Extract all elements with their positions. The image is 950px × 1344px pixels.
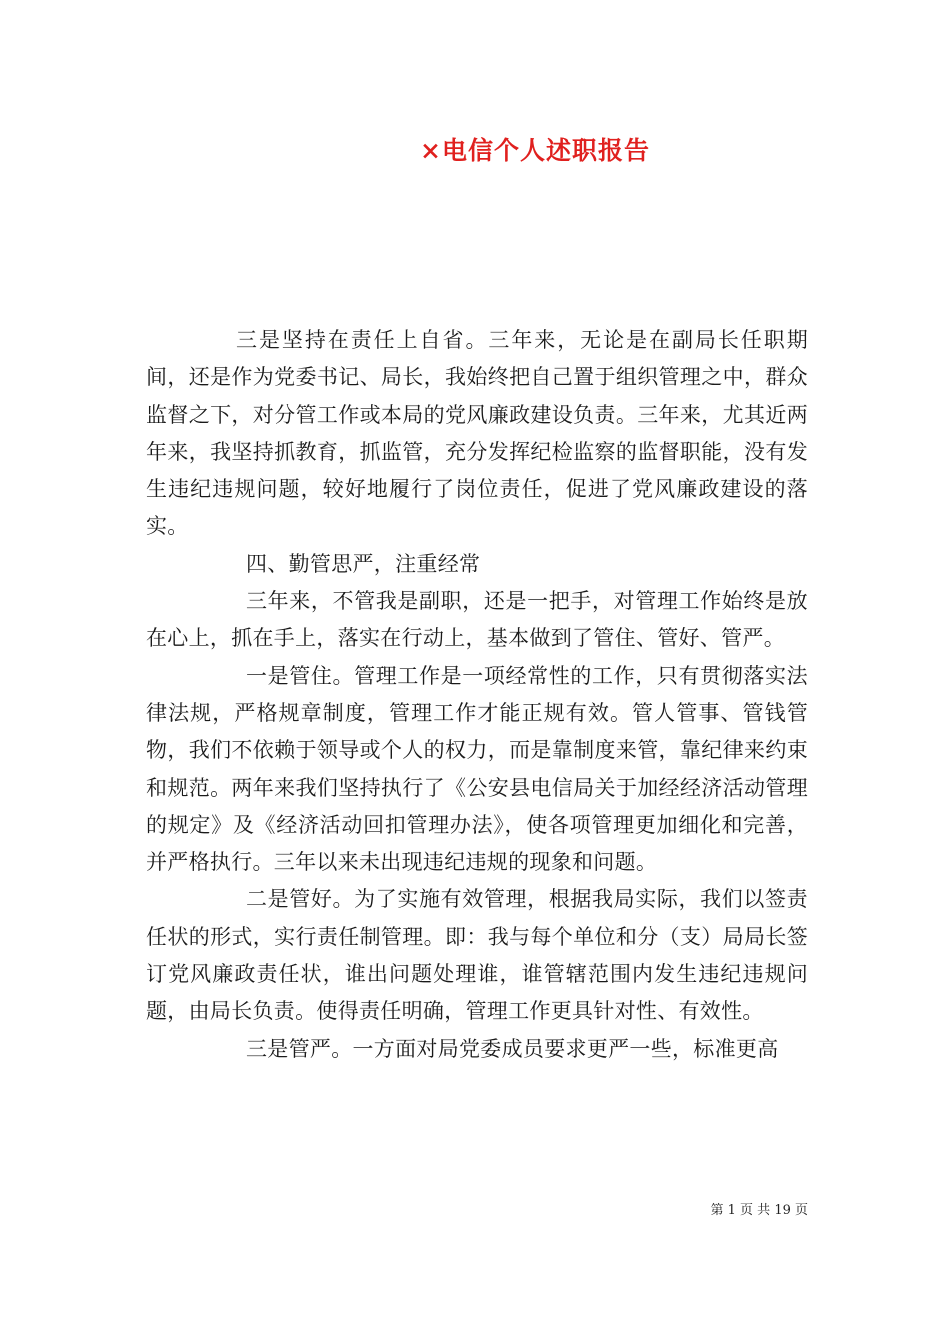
paragraph-manage-well: 二是管好。为了实施有效管理，根据我局实际，我们以签责任状的形式，实行责任制管理。即：我与每个单位和分（支）局局长签订党风廉政责任状，谁出问题处理谁，谁管辖范围内发生违纪违规问题，由局长负责。使得责任明确，管理工作更具针对性、有效性。: [146, 887, 808, 1024]
paragraph-manage-control: 一是管住。管理工作是一项经常性的工作，只有贯彻落实法律法规，严格规章制度，管理工作才能正规有效。管人管事、管钱管物，我们不依赖于领导或个人的权力，而是靠制度来管，靠纪律来约束和规范。两年来我们坚持执行了《公安县电信局关于加经经济活动管理的规定》及《经济活动回扣管理办法》，使各项管理更加细化和完善，并严格执行。三年以来未出现违纪违规的现象和问题。: [146, 663, 808, 875]
paragraph-self-reflection: 三是坚持在责任上自省。三年来，无论是在副局长任职期间，还是作为党委书记、局长，我始终把自己置于组织管理之中，群众监督之下，对分管工作或本局的党风廉政建设负责。三年来，尤其近两年来，我坚持抓教育，抓监管，充分发挥纪检监察的监督职能，没有发生违纪违规问题，较好地履行了岗位责任，促进了党风廉政建设的落实。: [146, 328, 808, 539]
section-heading: 四、勤管思严，注重经常: [246, 551, 481, 576]
document-title: ×电信个人述职报告: [420, 136, 650, 165]
page-number: 第 1 页 共 19 页: [710, 1203, 808, 1218]
paragraph-management-intro: 三年来，不管我是副职，还是一把手，对管理工作始终是放在心上，抓在手上，落实在行动上，基本做到了管住、管好、管严。: [146, 589, 808, 651]
document-body: [146, 322, 808, 1068]
paragraph-manage-strict: 三是管严。一方面对局党委成员要求更严一些，标准更高: [246, 1036, 779, 1061]
